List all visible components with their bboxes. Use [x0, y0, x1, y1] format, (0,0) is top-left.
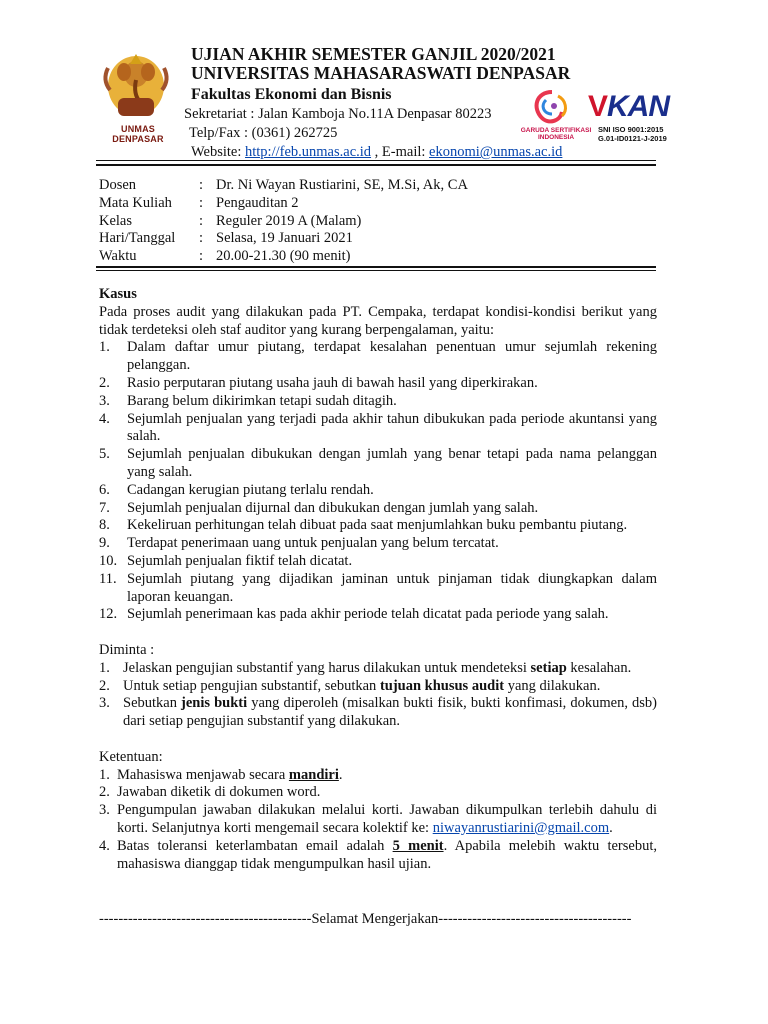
info-sep: : [199, 248, 204, 265]
item-number: 2. [99, 374, 110, 391]
list-item [99, 660, 657, 678]
email-link[interactable]: ekonomi@unmas.ac.id [429, 144, 563, 160]
item-text: Sejumlah penjualan yang terjadi pada akhir tahun dibukukan pada periode akuntansi yang salah. [127, 410, 657, 445]
item-emphasis: mandiri [288, 766, 339, 783]
info-key: Hari/Tanggal [99, 230, 176, 247]
address: Sekretariat : Jalan Kamboja No.11A Denpasar 80223 [184, 106, 492, 122]
item-number: 10. [99, 552, 118, 569]
exam-body [99, 286, 657, 873]
item-number: 2. [99, 784, 110, 801]
list-item [99, 500, 657, 518]
item-number: 1. [99, 766, 110, 783]
item-text-end: kesalahan. [566, 659, 632, 676]
item-number: 8. [99, 517, 110, 534]
item-number: 7. [99, 499, 110, 516]
list-item [99, 482, 657, 500]
item-text: Barang belum dikirimkan tetapi sudah ditagih. [127, 392, 397, 409]
list-item [99, 446, 657, 482]
info-key: Dosen [99, 177, 137, 193]
list-item [99, 606, 657, 624]
info-row [99, 248, 659, 266]
item-emphasis: setiap [530, 659, 567, 676]
exam-info [99, 177, 659, 266]
list-item [99, 767, 657, 785]
item-text-end: . [609, 819, 613, 836]
item-emphasis: 5 menit [392, 837, 444, 854]
garuda-caption [506, 127, 606, 141]
kan-line1: SNI ISO 9001:2015 [598, 125, 664, 134]
list-item [99, 678, 657, 696]
kan-logo [588, 90, 669, 124]
item-number: 11. [99, 570, 117, 587]
item-text: Terdapat penerimaan uang untuk penjualan yang belum tercatat. [127, 535, 499, 552]
item-text: Sejumlah piutang yang dijadikan jaminan untuk pinjaman tidak diungkapkan dalam laporan keuangan. [127, 570, 657, 605]
list-item [99, 695, 657, 731]
info-row [99, 213, 659, 231]
ketentuan-list [99, 767, 657, 874]
item-text: Sejumlah penjualan fiktif telah dicatat. [127, 552, 353, 569]
info-sep: : [199, 194, 204, 211]
kan-line2: G.01-ID0121-J-2019 [598, 134, 667, 143]
item-text: Kekeliruan perhitungan telah dibuat pada saat menjumlahkan buku pembantu piutang. [127, 517, 628, 534]
list-item [99, 393, 657, 411]
item-text: Mahasiswa menjawab secara [117, 766, 289, 783]
item-text: Dalam daftar umur piutang, terdapat kesalahan penentuan umur sejumlah rekening pelanggan. [127, 339, 657, 374]
item-text-end: yang dilakukan. [504, 677, 601, 694]
item-number: 3. [99, 802, 110, 819]
list-item [99, 802, 657, 838]
website-link[interactable]: http://feb.unmas.ac.id [245, 144, 372, 160]
info-sep: : [199, 177, 204, 193]
kasus-heading: Kasus [99, 286, 137, 302]
list-item [99, 571, 657, 607]
kan-check: V [588, 90, 608, 123]
item-text-end: yang diperoleh (misalkan bukti fisik, bukti konfimasi, dokumen, dsb) dari setiap pengujian substantif yang dilakukan. [123, 695, 657, 730]
kasus-intro: Pada proses audit yang dilakukan pada PT. Cempaka, terdapat kondisi-kondisi berikut yang tidak terdeteksi oleh staf auditor yang kurang berpengalaman, yaitu: [99, 303, 657, 338]
item-emphasis: jenis bukti [181, 695, 248, 712]
item-text: Pengumpulan jawaban dilakukan melalui korti. Jawaban dikumpulkan terlebih dahulu di korti. Selanjutnya korti mengemail secara kolektif ke: [117, 802, 657, 836]
garuda-line1: GARUDA SERTIFIKASI [520, 127, 592, 134]
info-value: Dr. Ni Wayan Rustiarini, SE, M.Si, Ak, CA [216, 177, 468, 193]
item-number: 9. [99, 535, 110, 552]
item-text-end: . Apabila melebih waktu tersebut, mahasiswa dianggap tidak mengumpulkan hasil ujian. [117, 837, 657, 872]
item-text: Sejumlah penjualan dijurnal dan dibukukan dengan jumlah yang salah. [127, 499, 539, 516]
item-emphasis: tujuan khusus audit [379, 677, 505, 694]
item-number: 3. [99, 695, 110, 712]
spacer [99, 731, 657, 749]
kan-caption [598, 125, 667, 143]
item-text: Cadangan kerugian piutang terlalu rendah. [127, 481, 374, 498]
item-text: Jawaban diketik di dokumen word. [117, 784, 321, 801]
info-divider [96, 266, 656, 271]
item-text-end: . [338, 766, 343, 783]
item-number: 6. [99, 481, 110, 498]
item-number: 3. [99, 392, 110, 409]
header-divider [96, 160, 656, 166]
info-row [99, 230, 659, 248]
item-text: Rasio perputaran piutang usaha jauh di bawah hasil yang diperkirakan. [127, 374, 538, 391]
item-number: 4. [99, 837, 110, 854]
info-value: Selasa, 19 Januari 2021 [216, 230, 353, 247]
spacer [99, 624, 657, 642]
info-value: 20.00-21.30 (90 menit) [216, 248, 351, 265]
info-key: Mata Kuliah [99, 194, 172, 211]
email-label: , E-mail: [371, 144, 430, 160]
info-key: Kelas [99, 212, 133, 229]
kasus-list [99, 339, 657, 624]
kan-mark [588, 90, 669, 123]
item-number: 1. [99, 659, 110, 676]
info-value: Reguler 2019 A (Malam) [216, 212, 362, 229]
closing-line: --------------------------------------------Selamat Mengerjakan---------------------------------------- [99, 911, 632, 927]
list-item [99, 553, 657, 571]
list-item [99, 517, 657, 535]
item-number: 5. [99, 446, 110, 463]
logo-caption: UNMAS DENPASAR [112, 124, 164, 144]
info-row [99, 177, 659, 195]
ketentuan-heading: Ketentuan: [99, 748, 163, 765]
list-item [99, 784, 657, 802]
garuda-line2: INDONESIA [537, 134, 575, 141]
email-link[interactable]: niwayanrustiarini@gmail.com [432, 819, 610, 836]
info-sep: : [199, 230, 204, 247]
info-row [99, 195, 659, 213]
website-label: Website: [191, 144, 245, 160]
item-text: Sejumlah penerimaan kas pada akhir periode telah dicatat pada periode yang salah. [127, 606, 609, 623]
exam-title: UJIAN AKHIR SEMESTER GANJIL 2020/2021 [191, 44, 556, 64]
list-item [99, 375, 657, 393]
info-key: Waktu [99, 248, 137, 265]
university-name: UNIVERSITAS MAHASARASWATI DENPASAR [191, 63, 571, 83]
faculty-name: Fakultas Ekonomi dan Bisnis [191, 86, 392, 103]
item-number: 1. [99, 339, 110, 356]
item-text: Sejumlah penjualan dibukukan dengan jumlah yang benar tetapi pada nama pelanggan yang salah. [127, 446, 657, 480]
info-sep: : [199, 212, 204, 229]
item-text: Sebutkan [123, 695, 182, 712]
diminta-heading: Diminta : [99, 641, 155, 658]
diminta-list [99, 660, 657, 731]
info-value: Pengauditan 2 [216, 194, 299, 211]
list-item [99, 339, 657, 375]
kan-text: KAN [607, 90, 670, 123]
list-item [99, 411, 657, 447]
list-item [99, 838, 657, 874]
item-number: 2. [99, 677, 110, 694]
item-text: Jelaskan pengujian substantif yang harus dilakukan untuk mendeteksi [123, 659, 531, 676]
phone: Telp/Fax : (0361) 262725 [189, 125, 338, 141]
list-item [99, 535, 657, 553]
item-number: 12. [99, 606, 118, 623]
item-text: Batas toleransi keterlambatan email adalah [117, 837, 393, 854]
item-text: Untuk setiap pengujian substantif, sebutkan [123, 677, 380, 694]
item-number: 4. [99, 410, 110, 427]
